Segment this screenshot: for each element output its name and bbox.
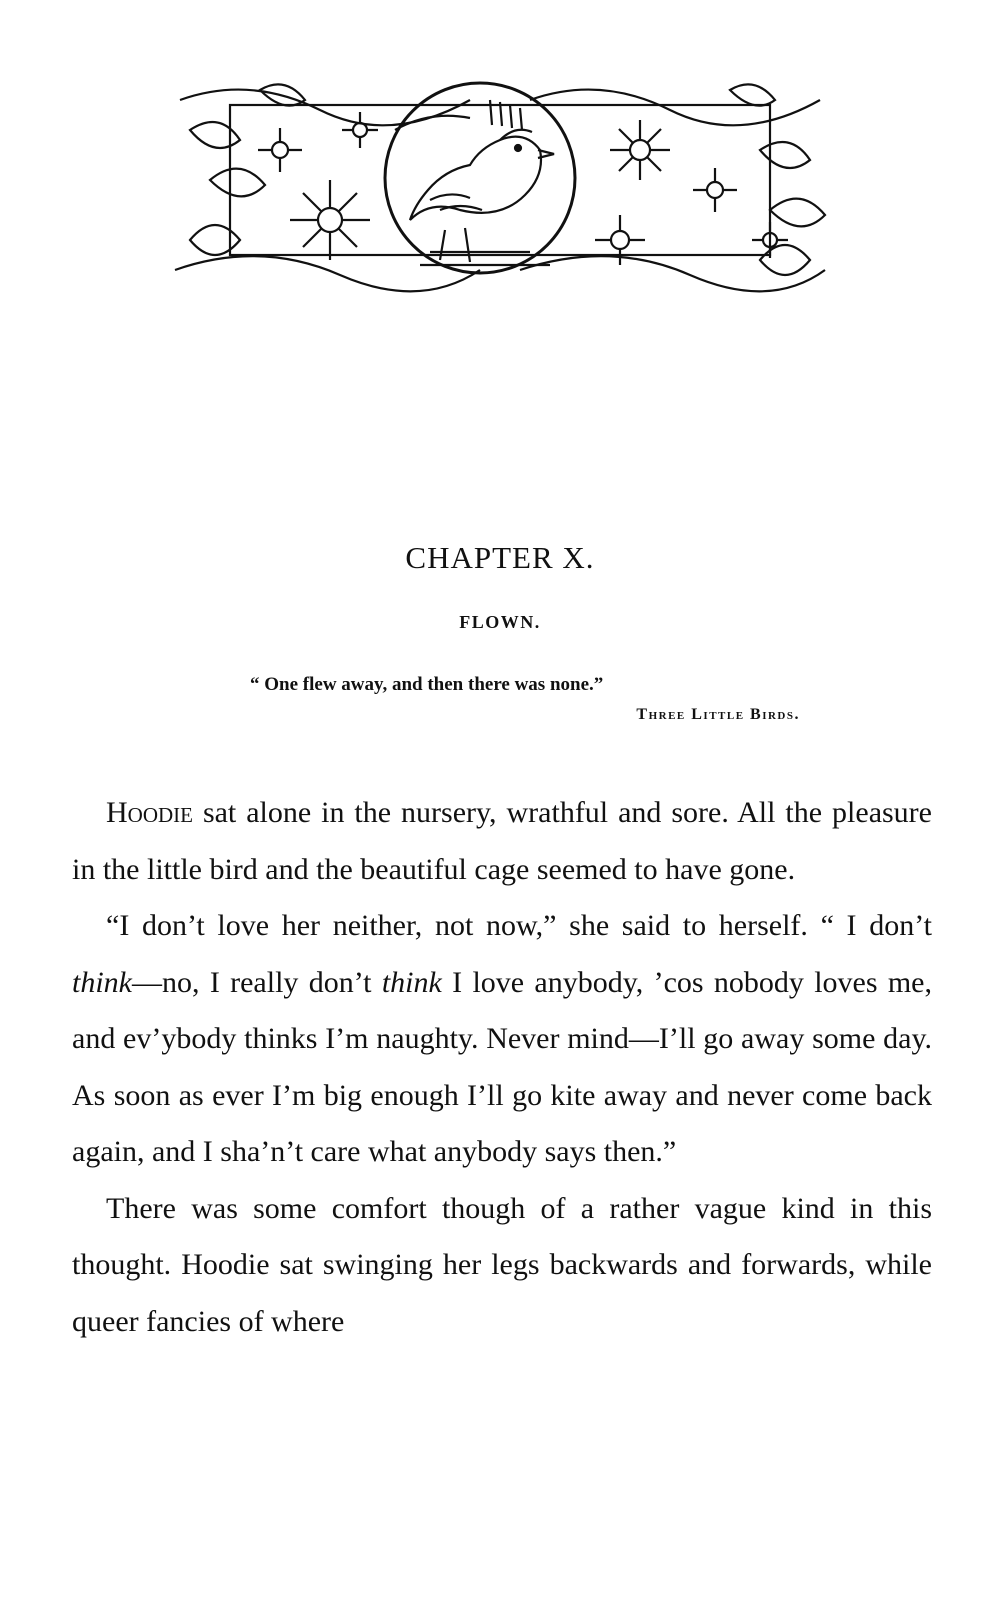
paragraph [72, 1181, 932, 1351]
paragraph-emphasis: think [381, 965, 442, 999]
epigraph-quote: “ One flew away, and then there was none.” [250, 674, 604, 695]
paragraph-lead: Hoodie [106, 796, 193, 829]
epigraph [250, 670, 800, 730]
paragraph-text: I love anybody, ’cos nobody loves me, and ev’ybody thinks I’m naughty. Never mind—I’ll go away some day. As soon as ever I’m big enough I’ll go kite away and never come back again, and I sha’n’t care what anybody says then.” [72, 965, 932, 1168]
epigraph-source: Three Little Birds. [636, 706, 800, 723]
paragraph-emphasis: think [72, 965, 132, 999]
bird-and-flowers-vignette-icon [170, 70, 830, 300]
body-text [72, 785, 932, 1350]
paragraph-text: sat alone in the nursery, wrathful and sore. All the pleasure in the little bird and the beautiful cage seemed to have gone. [72, 796, 932, 886]
paragraph-text: —no, I really don’t [132, 965, 382, 999]
chapter-subtitle: FLOWN. [459, 612, 541, 632]
paragraph-text: There was some comfort though of a rather vague kind in this thought. Hoodie sat swinging her legs backwards and forwards, while queer fancies of where [72, 1191, 932, 1338]
paragraph [72, 898, 932, 1181]
chapter-title: CHAPTER X. [405, 540, 595, 575]
paragraph [72, 785, 932, 898]
paragraph-text: “I don’t love her neither, not now,” she said to herself. “ I don’t [106, 909, 932, 942]
